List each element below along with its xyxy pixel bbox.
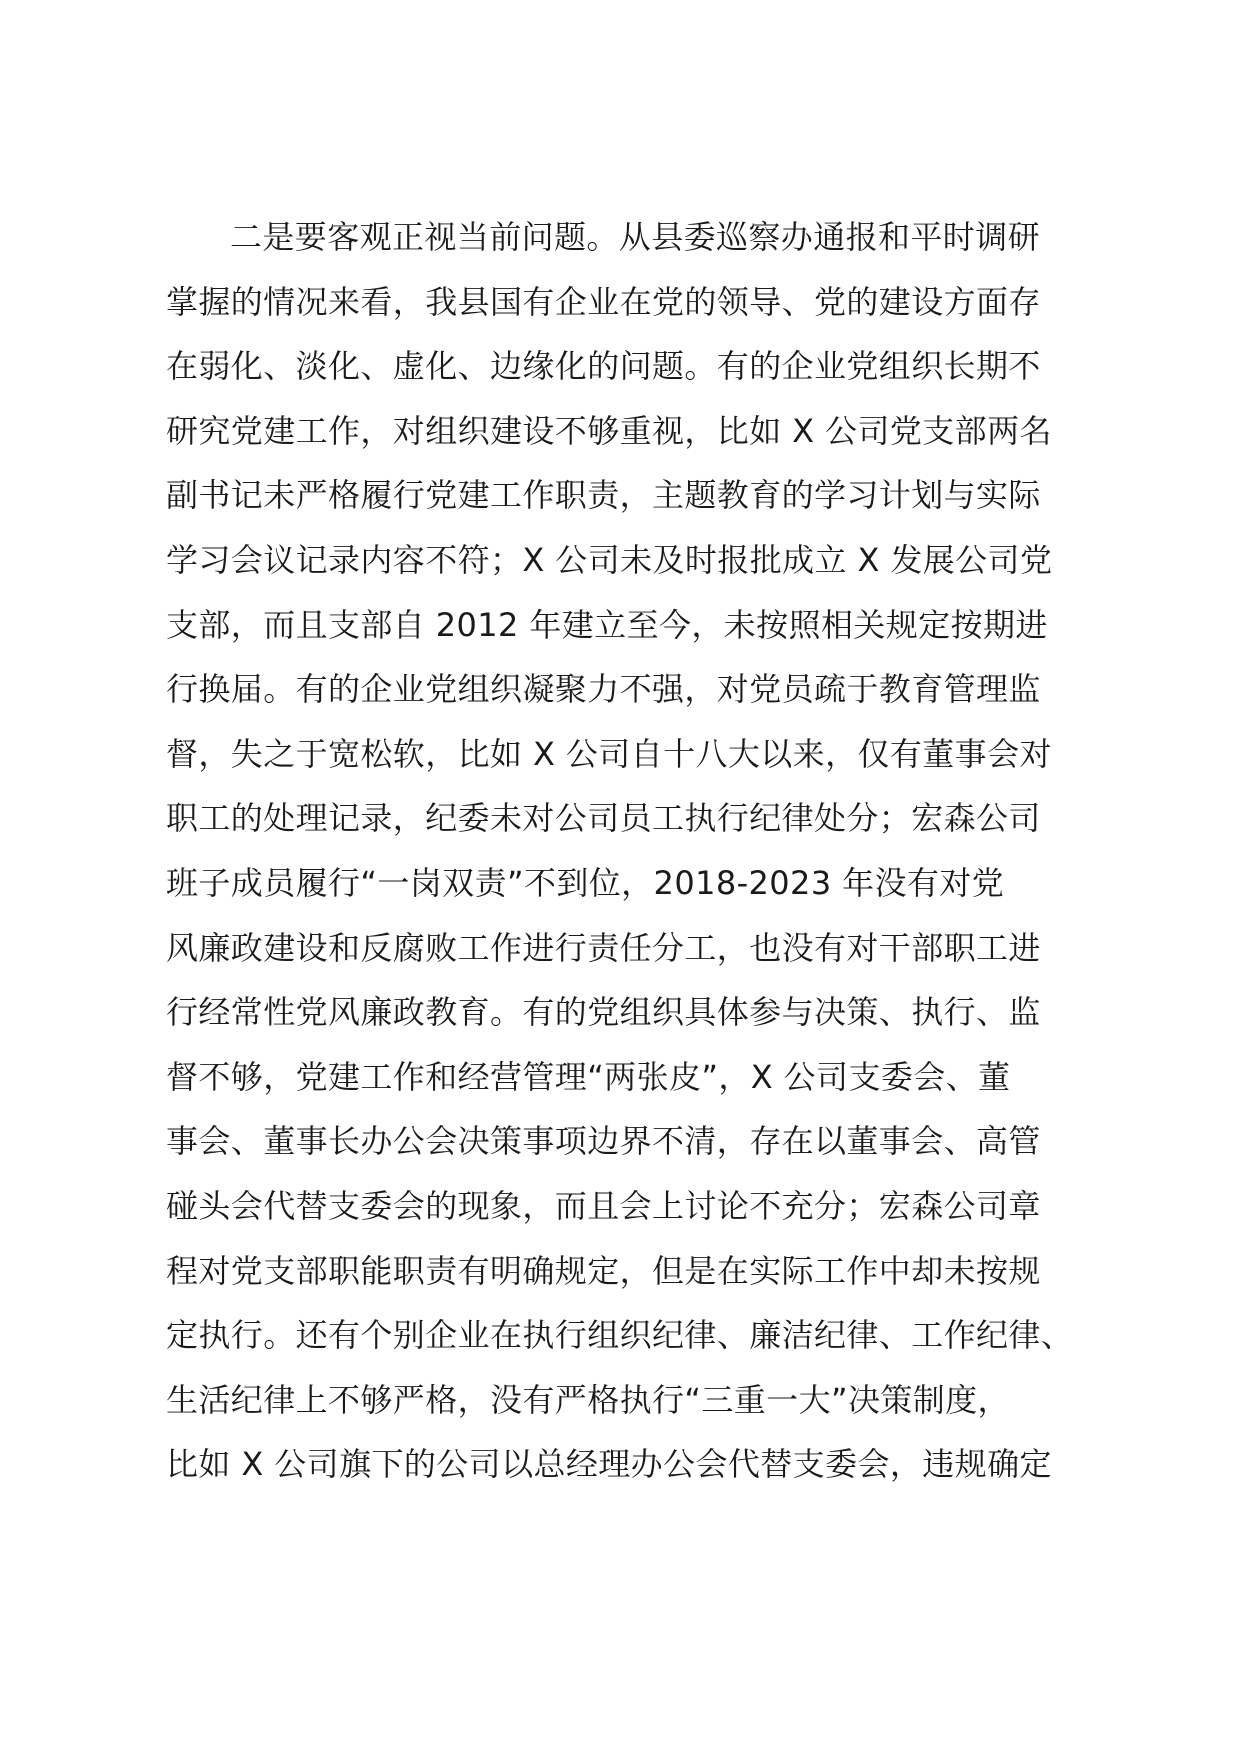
paragraph-line: 督，失之于宽松软，比如 X 公司自十八大以来，仅有董事会对 [166,734,1052,773]
paragraph-line: 行经常性党风廉政教育。有的党组织具体参与决策、执行、监 [166,993,1041,1032]
paragraph-line: 支部，而且支部自 2012 年建立至今，未按照相关规定按期进 [166,605,1048,644]
paragraph-line: 风廉政建设和反腐败工作进行责任分工，也没有对干部职工进 [166,928,1041,967]
paragraph-line: 行换届。有的企业党组织凝聚力不强，对党员疏于教育管理监 [166,670,1041,709]
paragraph-line: 定执行。还有个别企业在执行组织纪律、廉洁纪律、工作纪律、 [166,1316,1074,1355]
paragraph-line: 程对党支部职能职责有明确规定，但是在实际工作中却未按规 [166,1251,1041,1290]
paragraph-line: 生活纪律上不够严格，没有严格执行“三重一大”决策制度， [166,1380,1010,1419]
paragraph-line: 研究党建工作，对组织建设不够重视，比如 X 公司党支部两名 [166,411,1052,450]
paragraph-line: 班子成员履行“一岗双责”不到位，2018-2023 年没有对党 [166,863,1005,902]
paragraph-line: 督不够，党建工作和经营管理“两张皮”，X 公司支委会、董 [166,1057,1011,1096]
paragraph-line: 副书记未严格履行党建工作职责，主题教育的学习计划与实际 [166,476,1041,515]
paragraph-line: 碰头会代替支委会的现象，而且会上讨论不充分；宏森公司章 [166,1186,1041,1225]
paragraph-line: 职工的处理记录，纪委未对公司员工执行纪律处分；宏森公司 [166,799,1041,838]
paragraph-line: 事会、董事长办公会决策事项边界不清，存在以董事会、高管 [166,1122,1041,1161]
paragraph-line: 学习会议记录内容不符；X 公司未及时报批成立 X 发展公司党 [166,540,1053,579]
paragraph-line: 掌握的情况来看，我县国有企业在党的领导、党的建设方面存 [166,282,1041,321]
paragraph-line: 二是要客观正视当前问题。从县委巡察办通报和平时调研 [230,218,1041,256]
body-paragraph [166,205,1166,1497]
paragraph-line: 比如 X 公司旗下的公司以总经理办公会代替支委会，违规确定 [166,1445,1052,1484]
paragraph-line: 在弱化、淡化、虚化、边缘化的问题。有的企业党组织长期不 [166,347,1041,386]
